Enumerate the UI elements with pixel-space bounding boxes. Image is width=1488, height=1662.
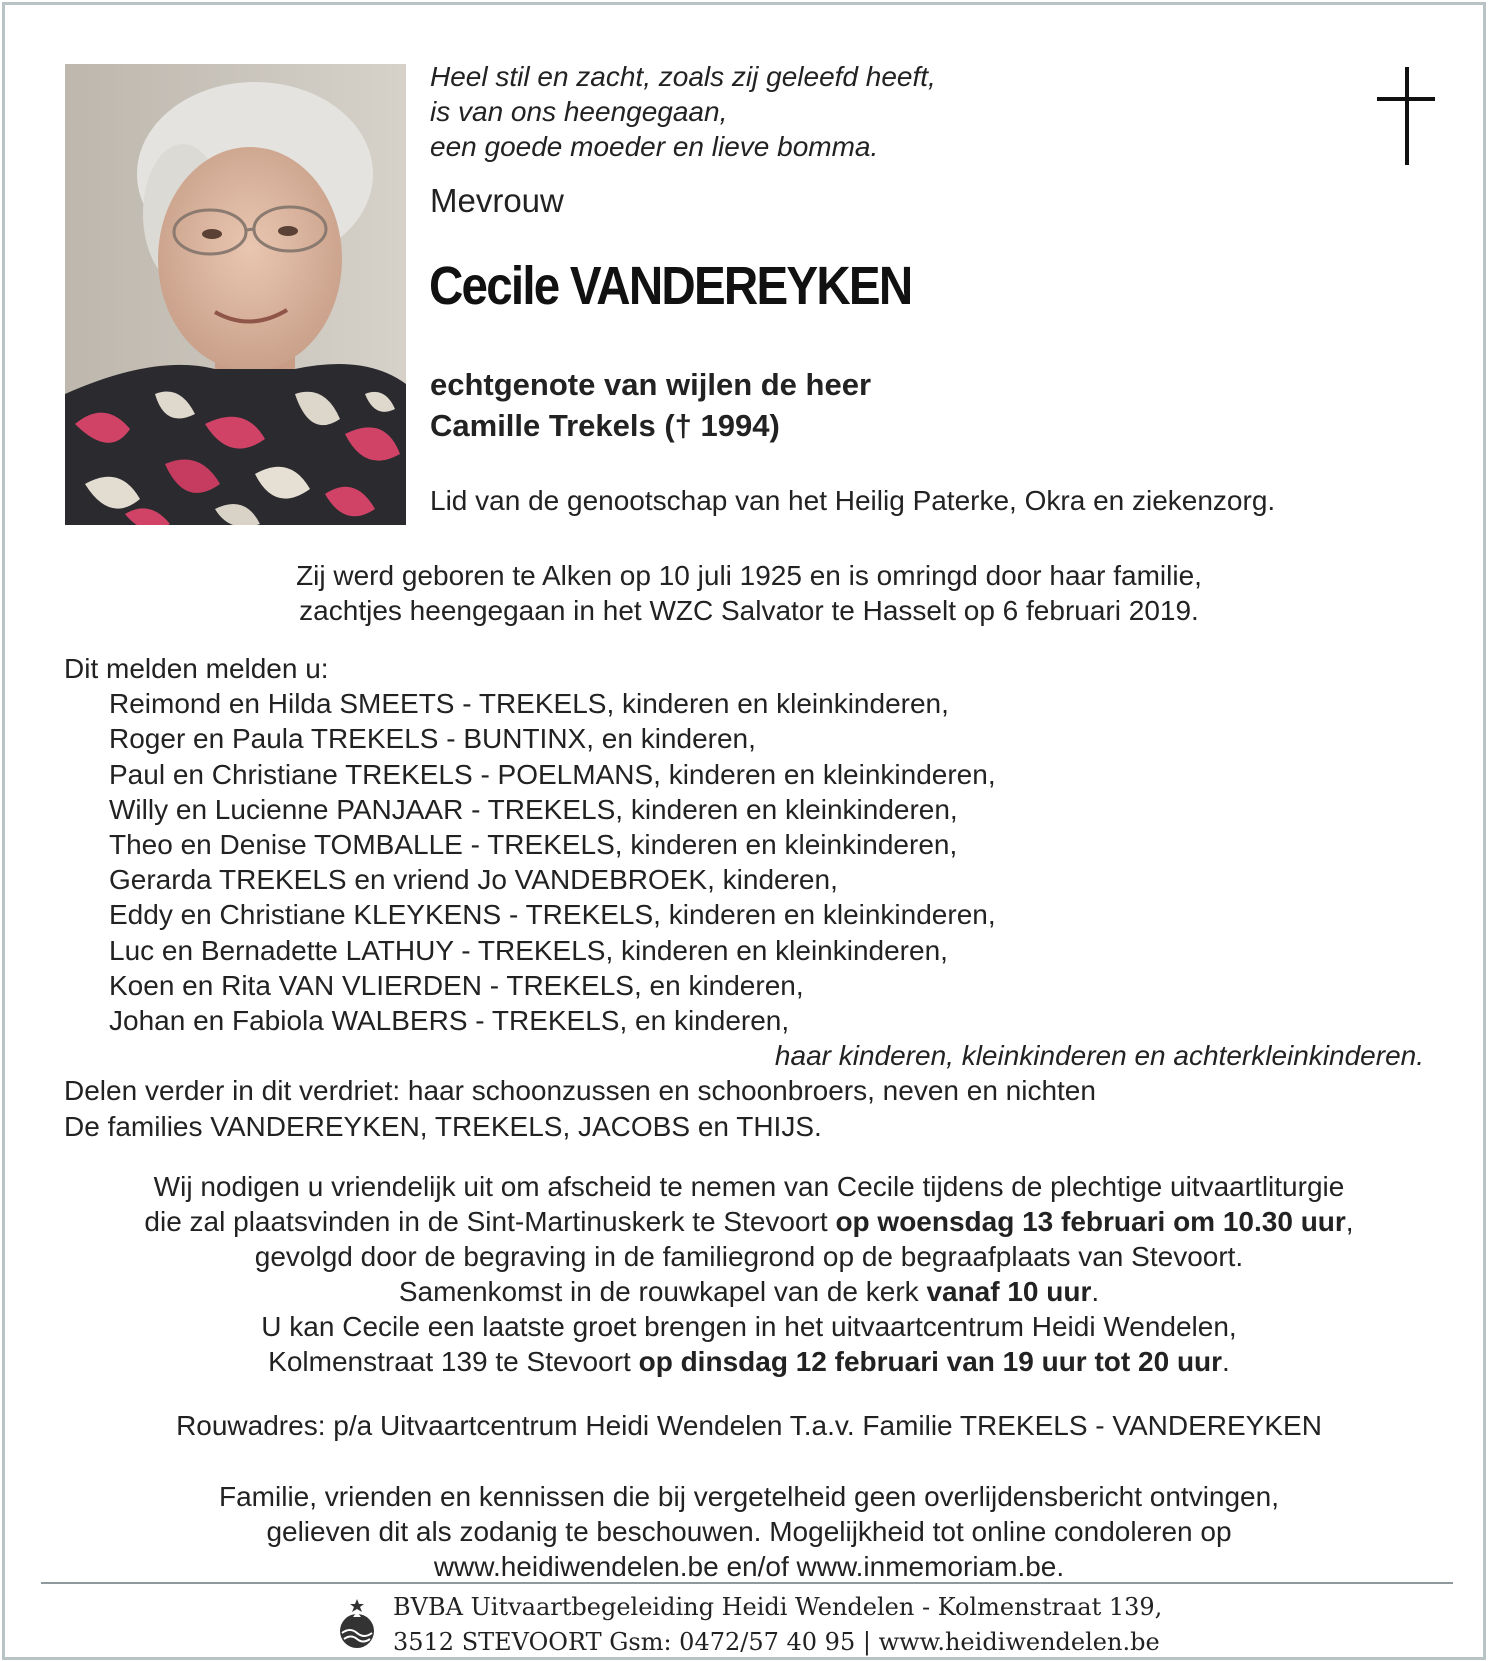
spouse-line: Camille Trekels († 1994) (430, 408, 780, 443)
family-announcement (64, 651, 1444, 1144)
funeral-home-logo-icon (333, 1595, 381, 1651)
mourning-address: Rouwadres: p/a Uitvaartcentrum Heidi Wendelen T.a.v. Familie TREKELS - VANDEREYKEN (176, 1410, 1322, 1441)
spouse-line: echtgenote van wijlen de heer (430, 367, 872, 402)
spouse-info (430, 364, 871, 446)
family-line: Eddy en Christiane KLEYKENS - TREKELS, kinderen en kleinkinderen, (109, 899, 996, 931)
notice-line: Familie, vrienden en kennissen die bij vergetelheid geen overlijdensbericht ontvingen, (219, 1481, 1279, 1512)
footer-line: BVBA Uitvaartbegeleiding Heidi Wendelen - Kolmenstraat 139, (393, 1593, 1163, 1621)
family-line: Paul en Christiane TREKELS - POELMANS, kinderen en kleinkinderen, (109, 758, 996, 790)
portrait-photo (65, 64, 406, 525)
footer-divider (41, 1582, 1453, 1584)
family-line: Koen en Rita VAN VLIERDEN - TREKELS, en kinderen, (109, 969, 804, 1001)
poem-line: Heel stil en zacht, zoals zij geleefd heeft, (430, 61, 936, 92)
salutation: Mevrouw (430, 182, 564, 219)
family-line: Luc en Bernadette LATHUY - TREKELS, kinderen en kleinkinderen, (109, 934, 948, 966)
invite-line: Samenkomst in de rouwkapel van de kerk vanaf 10 uur. (398, 1276, 1100, 1307)
poem-line: een goede moeder en lieve bomma. (430, 131, 879, 162)
cross-icon (1377, 67, 1435, 165)
membership: Lid van de genootschap van het Heilig Paterke, Okra en ziekenzorg. (430, 485, 1276, 516)
invite-line: die zal plaatsvinden in de Sint-Martinuskerk te Stevoort op woensdag 13 februari om 10.30 uur, (144, 1206, 1354, 1237)
announce-intro: Dit melden melden u: (64, 653, 329, 684)
announce-closing: haar kinderen, kleinkinderen en achterkleinkinderen. (774, 1040, 1424, 1072)
footer-contact (393, 1590, 1162, 1660)
birth-line: zachtjes heengegaan in het WZC Salvator te Hasselt op 6 februari 2019. (299, 595, 1199, 626)
family-line: Reimond en Hilda SMEETS - TREKELS, kinderen en kleinkinderen, (109, 688, 949, 720)
family-line: Roger en Paula TREKELS - BUNTINX, en kinderen, (109, 723, 756, 755)
birth-info (5, 558, 1488, 628)
footer-line: 3512 STEVOORT Gsm: 0472/57 40 95 | www.heidiwendelen.be (393, 1628, 1160, 1656)
family-line: Willy en Lucienne PANJAAR - TREKELS, kinderen en kleinkinderen, (109, 793, 958, 825)
invite-line: Wij nodigen u vriendelijk uit om afscheid te nemen van Cecile tijdens de plechtige uitvaartliturgie (153, 1171, 1345, 1202)
invite-line: gevolgd door de begraving in de familiegrond op de begraafplaats van Stevoort. (254, 1241, 1244, 1272)
funeral-invitation (5, 1169, 1488, 1379)
poem-line: is van ons heengegaan, (430, 96, 728, 127)
birth-line: Zij werd geboren te Alken op 10 juli 1925 en is omringd door haar familie, (296, 560, 1202, 591)
condolence-notice (5, 1479, 1488, 1584)
obituary-card (2, 2, 1486, 1660)
notice-line: www.heidiwendelen.be en/of www.inmemoriam.be. (433, 1551, 1065, 1582)
others-line: Delen verder in dit verdriet: haar schoonzussen en schoonbroers, neven en nichten (64, 1075, 1096, 1107)
deceased-name: Cecile VANDEREYKEN (429, 256, 912, 316)
others-line: De families VANDEREYKEN, TREKELS, JACOBS en THIJS. (64, 1110, 822, 1142)
family-line: Theo en Denise TOMBALLE - TREKELS, kinderen en kleinkinderen, (109, 829, 958, 861)
family-line: Johan en Fabiola WALBERS - TREKELS, en kinderen, (109, 1005, 790, 1037)
notice-line: gelieven dit als zodanig te beschouwen. Mogelijkheid tot online condoleren op (266, 1516, 1232, 1547)
invite-line: U kan Cecile een laatste groet brengen in het uitvaartcentrum Heidi Wendelen, (261, 1311, 1237, 1342)
invite-line: Kolmenstraat 139 te Stevoort op dinsdag 12 februari van 19 uur tot 20 uur. (268, 1346, 1230, 1377)
family-line: Gerarda TREKELS en vriend Jo VANDEBROEK, kinderen, (109, 864, 838, 896)
poem (430, 59, 1190, 164)
